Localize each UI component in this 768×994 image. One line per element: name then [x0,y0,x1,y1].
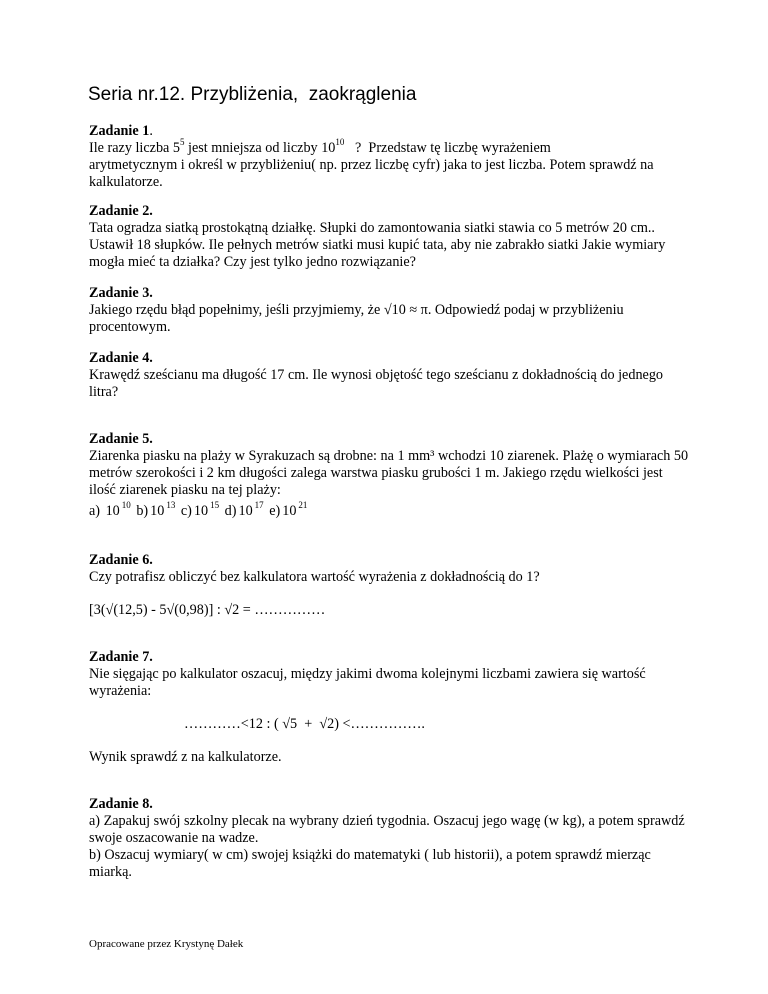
exponent: 10 [335,137,345,148]
task-text: Krawędź sześcianu ma długość 17 cm. Ile wynosi objętość tego sześcianu z dokładnością do jednego litra? [89,367,664,400]
task-3 [89,285,689,336]
task-8 [89,796,689,881]
page-title: Seria nr.12. Przybliżenia, zaokrąglenia [88,84,417,105]
exponent: 5 [179,137,185,148]
task-heading: Zadanie 4. [89,350,153,366]
task-text: Ziarenka piasku na plaży w Syrakuzach są drobne: na 1 mm³ wchodzi 10 ziarenek. Plażę o wymiarach 50 metrów szerokości i 2 km długości zalega warstwa piasku grubości 1 m. Jakiego rzędu wielkości jest ilość ziarenek piasku na tej plaży: [89,448,689,498]
task-text: Ile razy liczba 5 [89,140,180,156]
task-4 [89,350,689,401]
task-7 [89,649,689,766]
task-6 [89,552,689,619]
task-text: Jakiego rzędu błąd popełnimy, jeśli przyjmiemy, że √10 ≈ π. Odpowiedź podaj w przybliżeniu procentowym. [89,302,624,335]
task-expression: [3(√(12,5) - 5√(0,98)] : √2 = …………… [89,602,326,618]
task-text: Wynik sprawdź z na kalkulatorze. [89,749,282,765]
task-heading: Zadanie 3. [89,285,153,301]
task-2 [89,203,689,271]
task-heading: Zadanie 2. [89,203,153,219]
task-heading-dot: . [149,123,153,139]
task-5 [89,431,689,520]
task-text: Nie sięgając po kalkulator oszacuj, między jakimi dwoma kolejnymi liczbami zawiera się wartość wyrażenia: [89,666,646,699]
task-1 [89,123,689,191]
task-text: arytmetycznym i określ w przybliżeniu( np. przez liczbę cyfr) jaka to jest liczba. Potem sprawdź na kalkulatorze. [89,157,654,190]
task-text: ? Przedstaw tę liczbę wyrażeniem [344,140,551,156]
answer-c: c) 10 $^{15}$ [180,500,220,519]
answer-b: b) 10 $^{13}$ [136,500,176,519]
task-text-b: b) Oszacuj wymiary( w cm) swojej książki do matematyki ( lub historii), a potem sprawdź mierząc miarką. [89,847,651,880]
task-heading: Zadanie 7. [89,649,153,665]
task-text: Tata ogradza siatką prostokątną działkę. Słupki do zamontowania siatki stawia co 5 metrów 20 cm.. Ustawił 18 słupków. Ile pełnych metrów siatki musi kupić tata, aby nie zabrakło siatki Jakie wymiary mogła mieć ta działka? Czy jest tylko jedno rozwiązanie? [89,220,666,270]
task-text: Czy potrafisz obliczyć bez kalkulatora wartość wyrażenia z dokładnością do 1? [89,569,540,585]
answer-e: e) 10 $^{21}$ [269,500,308,519]
footer-author: Opracowane przez Krystynę Dałek [89,938,244,950]
answer-options [89,500,689,520]
task-heading: Zadanie 8. [89,796,153,812]
task-heading: Zadanie 6. [89,552,153,568]
task-expression: …………<12 : ( √5 + √2) <……………. [184,716,425,732]
task-text: jest mniejsza od liczby 10 [184,140,336,156]
task-heading: Zadanie 1 [89,123,150,139]
task-heading: Zadanie 5. [89,431,153,447]
task-text-a: a) Zapakuj swój szkolny plecak na wybrany dzień tygodnia. Oszacuj jego wagę (w kg), a potem sprawdź swoje oszacowanie na wadze. [89,813,685,846]
answer-a: a) 10 $^{10}$ [89,500,131,519]
answer-d: d) 10 $^{17}$ [224,500,264,519]
